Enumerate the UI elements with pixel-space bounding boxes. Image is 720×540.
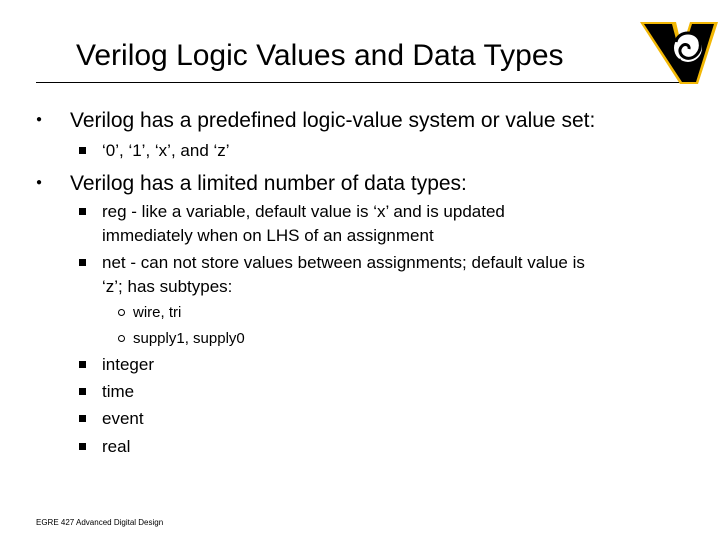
net-line-1: net - can not store values between assignments; default value is <box>102 253 585 272</box>
net-line-2: ‘z’; has subtypes: <box>102 277 233 296</box>
bullet-icon: ● <box>36 177 43 188</box>
square-bullet-icon <box>79 388 86 395</box>
point-2-text: Verilog has a limited number of data types: <box>70 172 467 195</box>
title-divider <box>36 82 687 83</box>
type-time: time <box>102 382 135 401</box>
square-bullet-icon <box>79 208 86 215</box>
net-subtype-2: supply1, supply0 <box>133 330 245 347</box>
point-1-text: Verilog has a predefined logic-value system or value set: <box>70 109 596 132</box>
type-integer: integer <box>102 355 154 374</box>
square-bullet-icon <box>79 147 86 154</box>
square-bullet-icon <box>79 415 86 422</box>
square-bullet-icon <box>79 259 86 266</box>
ram-head-v-logo-icon <box>636 18 720 88</box>
ring-bullet-icon <box>118 335 125 342</box>
square-bullet-icon <box>79 361 86 368</box>
square-bullet-icon <box>79 443 86 450</box>
slide-footer: EGRE 427 Advanced Digital Design <box>36 518 164 527</box>
type-event: event <box>102 409 144 428</box>
bullet-icon: ● <box>36 114 43 125</box>
subpoint-1-1-text: ‘0’, ‘1’, ‘x’, and ‘z’ <box>102 141 230 160</box>
type-real: real <box>102 437 131 456</box>
slide-title: Verilog Logic Values and Data Types <box>76 39 564 72</box>
ring-bullet-icon <box>118 309 125 316</box>
reg-line-2: immediately when on LHS of an assignment <box>102 226 434 245</box>
reg-line-1: reg - like a variable, default value is ‘x’ and is updated <box>102 202 505 221</box>
net-subtype-1: wire, tri <box>133 304 182 321</box>
